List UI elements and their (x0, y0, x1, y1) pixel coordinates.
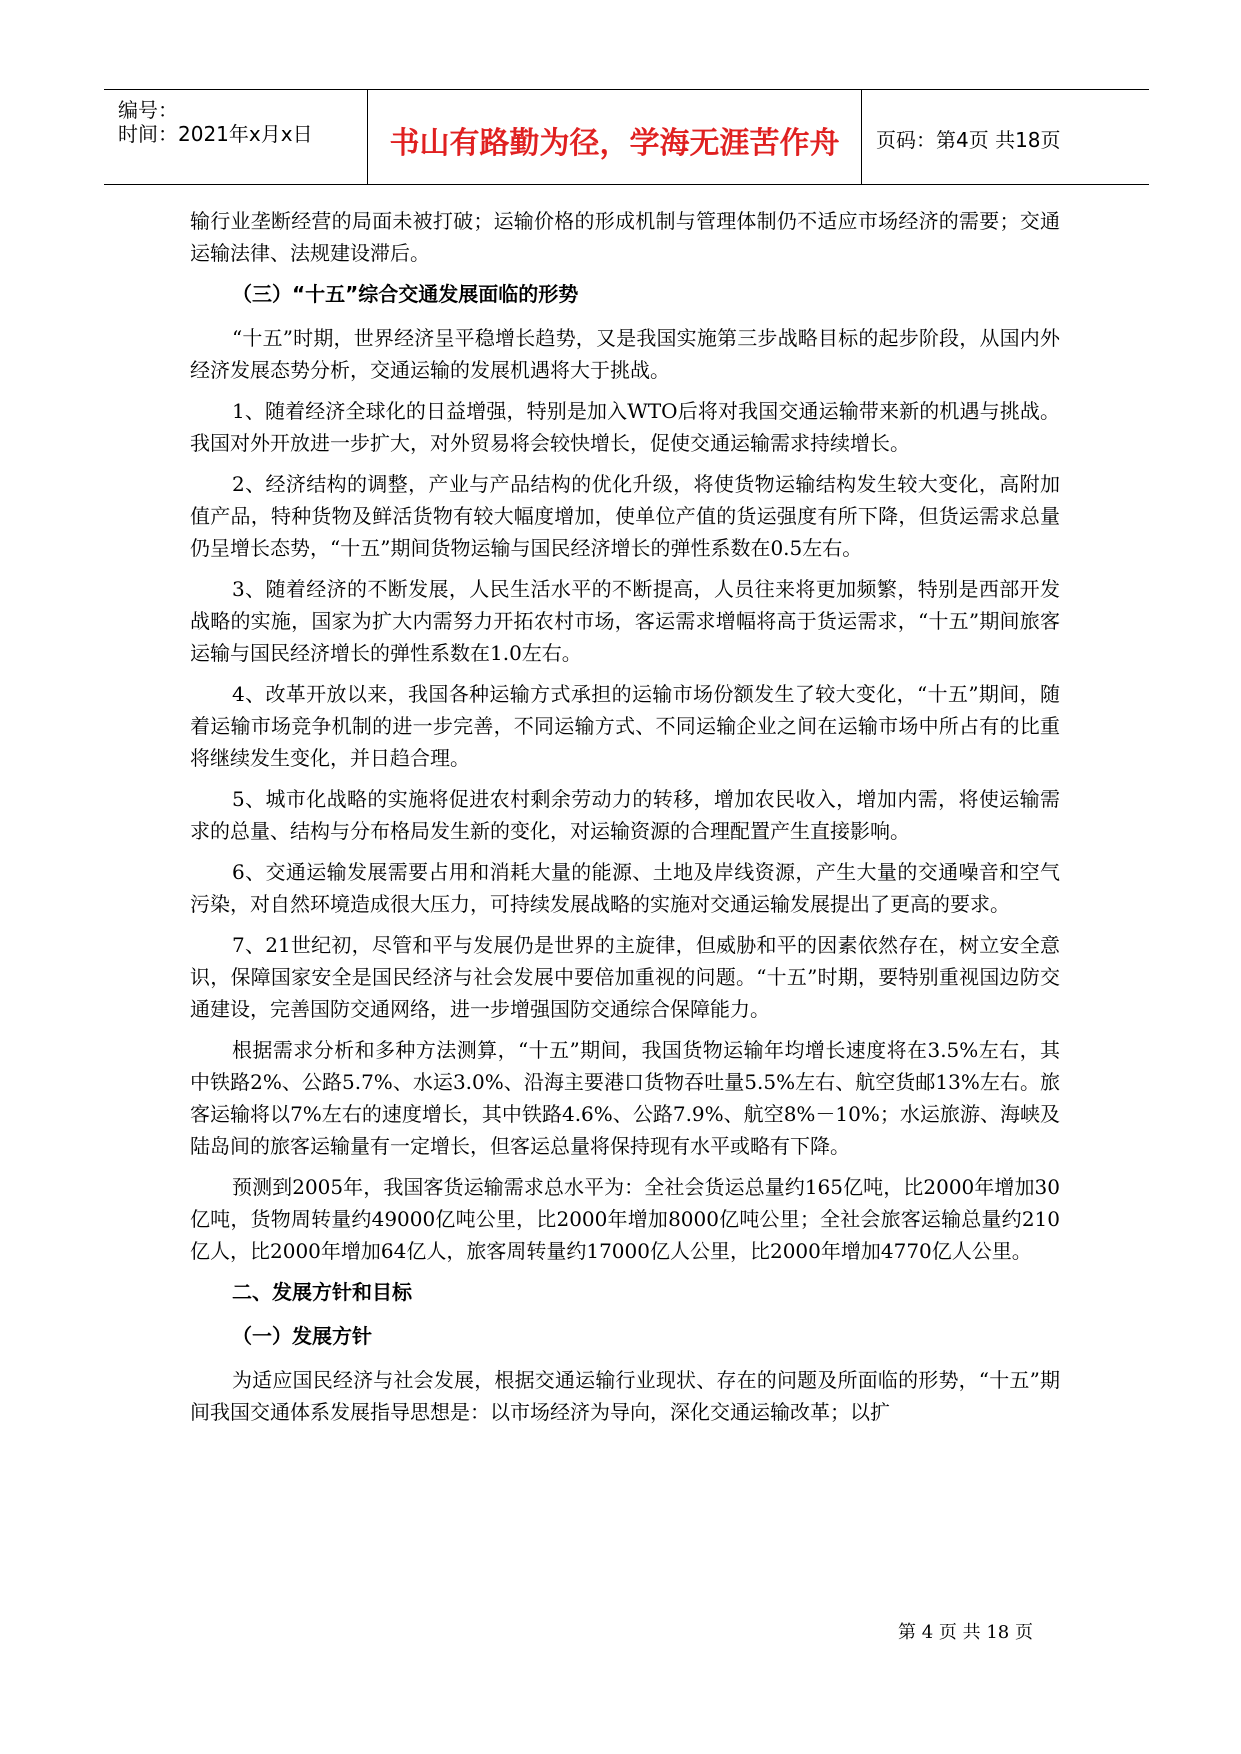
paragraph: 为适应国民经济与社会发展，根据交通运输行业现状、存在的问题及所面临的形势，“十五”期间我国交通体系发展指导思想是：以市场经济为导向，深化交通运输改革；以扩 (190, 1368, 1060, 1424)
paragraph: 预测到2005年，我国客货运输需求总水平为：全社会货运总量约165亿吨，比2000年增加30亿吨，货物周转量约49000亿吨公里，比2000年增加8000亿吨公里；全社会旅客运输总量约210亿人，比2000年增加64亿人，旅客周转量约17000亿人公里，比2000年增加4770亿人公里。 (190, 1175, 1060, 1263)
paragraph: 输行业垄断经营的局面未被打破；运输价格的形成机制与管理体制仍不适应市场经济的需要；交通运输法律、法规建设滞后。 (190, 209, 1060, 265)
paragraph: 1、随着经济全球化的日益增强，特别是加入WTO后将对我国交通运输带来新的机遇与挑战。我国对外开放进一步扩大，对外贸易将会较快增长，促使交通运输需求持续增长。 (190, 399, 1060, 455)
motto: 书山有路勤为径，学海无涯苦作舟 (389, 126, 840, 161)
document-body (190, 205, 1060, 1437)
paragraph: “十五”时期，世界经济呈平稳增长趋势，又是我国实施第三步战略目标的起步阶段，从国内外经济发展态势分析，交通运输的发展机遇将大于挑战。 (190, 326, 1060, 382)
time-label: 时间：2021年x月x日 (118, 122, 313, 146)
paragraph: 3、随着经济的不断发展，人民生活水平的不断提高，人员往来将更加频繁，特别是西部开发战略的实施，国家为扩大内需努力开拓农村市场，客运需求增幅将高于货运需求，“十五”期间旅客运输与国民经济增长的弹性系数在1.0左右。 (190, 577, 1060, 665)
number-label: 编号： (118, 98, 178, 122)
subsection-heading: （一）发展方针 (232, 1324, 372, 1348)
page-header (104, 89, 1149, 185)
page-footer: 第 4 页 共 18 页 (898, 1622, 1033, 1643)
section-heading: （三）“十五”综合交通发展面临的形势 (232, 282, 579, 306)
section-heading: 二、发展方针和目标 (232, 1280, 412, 1304)
paragraph: 5、城市化战略的实施将促进农村剩余劳动力的转移，增加农民收入，增加内需，将使运输需求的总量、结构与分布格局发生新的变化，对运输资源的合理配置产生直接影响。 (190, 787, 1060, 843)
header-page-cell (862, 90, 1149, 184)
header-motto-cell (368, 90, 862, 184)
paragraph: 4、改革开放以来，我国各种运输方式承担的运输市场份额发生了较大变化，“十五”期间，随着运输市场竞争机制的进一步完善，不同运输方式、不同运输企业之间在运输市场中所占有的比重将继续发生变化，并日趋合理。 (190, 682, 1060, 770)
page-info: 页码：第4页 共18页 (876, 128, 1061, 152)
paragraph: 2、经济结构的调整，产业与产品结构的优化升级，将使货物运输结构发生较大变化，高附加值产品，特种货物及鲜活货物有较大幅度增加，使单位产值的货运强度有所下降，但货运需求总量仍呈增长态势，“十五”期间货物运输与国民经济增长的弹性系数在0.5左右。 (190, 472, 1060, 560)
paragraph: 6、交通运输发展需要占用和消耗大量的能源、土地及岸线资源，产生大量的交通噪音和空气污染，对自然环境造成很大压力，可持续发展战略的实施对交通运输发展提出了更高的要求。 (190, 860, 1060, 916)
header-meta-cell (104, 90, 368, 184)
paragraph: 根据需求分析和多种方法测算，“十五”期间，我国货物运输年均增长速度将在3.5%左右，其中铁路2%、公路5.7%、水运3.0%、沿海主要港口货物吞吐量5.5%左右、航空货邮13%左右。旅客运输将以7%左右的速度增长，其中铁路4.6%、公路7.9%、航空8%－10%；水运旅游、海峡及陆岛间的旅客运输量有一定增长，但客运总量将保持现有水平或略有下降。 (190, 1038, 1060, 1158)
paragraph: 7、21世纪初，尽管和平与发展仍是世界的主旋律，但威胁和平的因素依然存在，树立安全意识，保障国家安全是国民经济与社会发展中要倍加重视的问题。“十五”时期，要特别重视国边防交通建设，完善国防交通网络，进一步增强国防交通综合保障能力。 (190, 933, 1060, 1021)
